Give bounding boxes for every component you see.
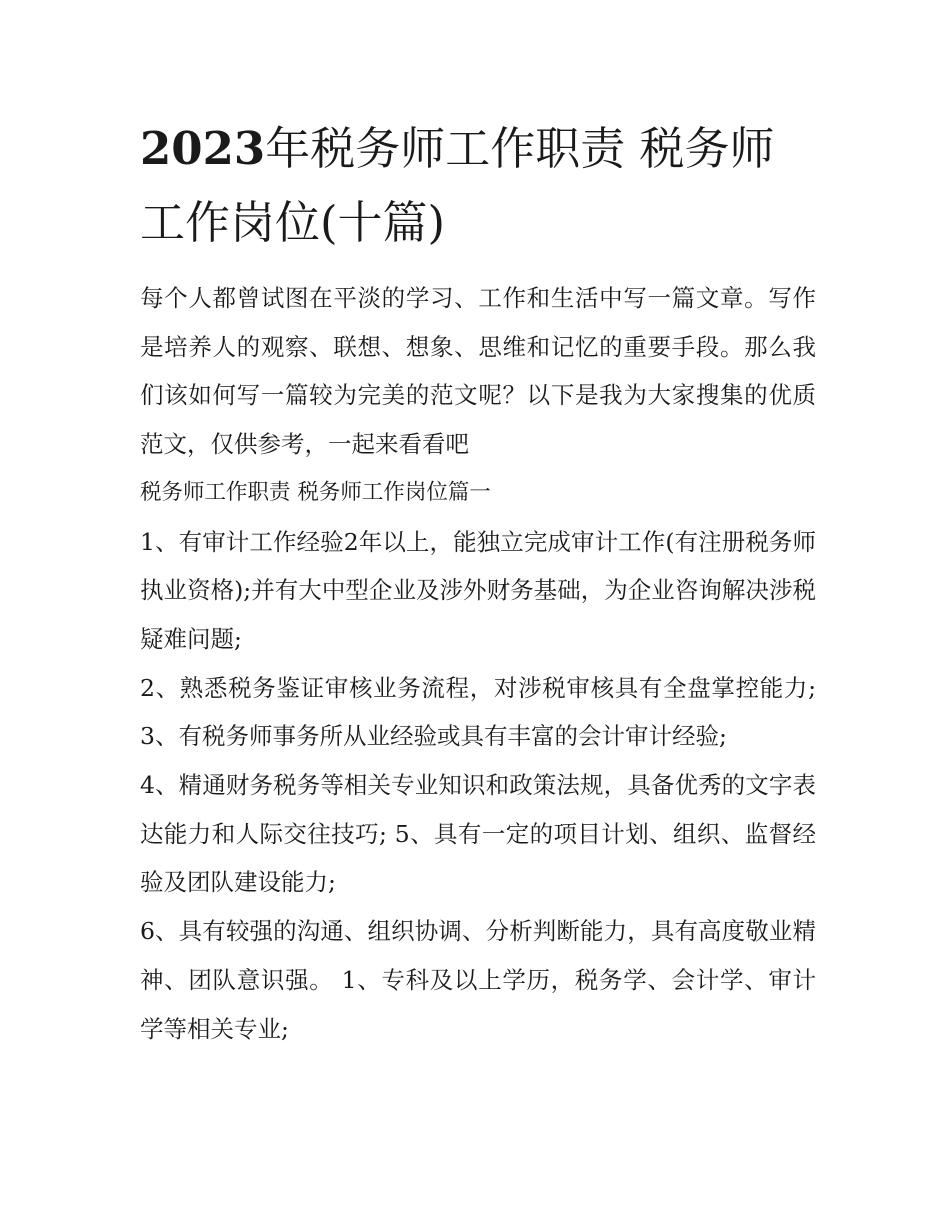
title-text: 年税务师工作职责 税务师工作岗位(十篇) [140, 122, 775, 249]
title-year: 2023 [140, 122, 266, 175]
list-item: 6、具有较强的沟通、组织协调、分析判断能力，具有高度敬业精神、团队意识强。 1、专科及以上学历，税务学、会计学、审计学等相关专业; [140, 917, 816, 1043]
list-item: 1、有审计工作经验2年以上，能独立完成审计工作(有注册税务师执业资格);并有大中型企业及涉外财务基础，为企业咨询解决涉税疑难问题; [140, 527, 816, 653]
document-body [140, 112, 816, 1053]
page-title [140, 112, 816, 260]
list-item: 4、精通财务税务等相关专业知识和政策法规，具备优秀的文字表达能力和人际交往技巧; 5、具有一定的项目计划、组织、监督经验及团队建设能力; [140, 771, 816, 897]
list-item: 2、熟悉税务鉴证审核业务流程，对涉税审核具有全盘掌控能力; 3、有税务师事务所从业经验或具有丰富的会计审计经验; [140, 673, 816, 751]
intro-paragraph: 每个人都曾试图在平淡的学习、工作和生活中写一篇文章。写作是培养人的观察、联想、想象、思维和记忆的重要手段。那么我们该如何写一篇较为完美的范文呢？以下是我为大家搜集的优质范文，仅供参考，一起来看看吧 [140, 284, 816, 459]
section-heading: 税务师工作职责 税务师工作岗位篇一 [140, 479, 491, 505]
